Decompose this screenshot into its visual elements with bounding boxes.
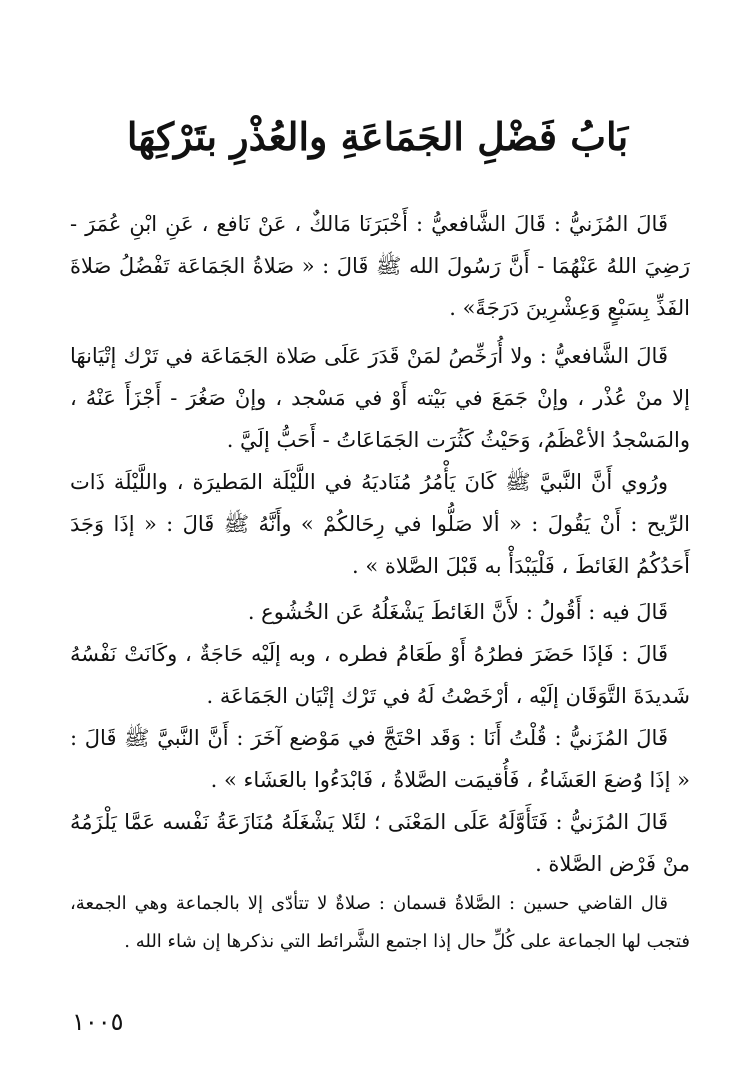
paragraph-5 [70, 633, 690, 717]
paragraph-text: ورُوي أَنَّ النَّبيَّ ﷺ كَانَ يَأْمُرُ مُنَاديَهُ في اللَّيْلَة المَطيرَة ، واللَّيْلَة ذَات الرِّيح : أَنْ يَقُولَ : « ألا صَلُّوا في رِحَالكُمْ » وأَنَّهُ ﷺ قَالَ : « إذَا وَجَدَ أَحَدُكُمُ الغَائطَ ، فَلْيَبْدَأْ به قَبْلَ الصَّلاة » . [70, 470, 690, 578]
commentary-text: قال القاضي حسين : الصَّلاةُ قسمان : صلاةٌ لا تتأدّى إلا بالجماعة وهي الجمعة، فتجب لها الجماعة على كُلِّ حال إذا اجتمع الشَّرائط التي نذكرها إن شاء الله . [70, 893, 690, 952]
paragraph-text: قَالَ المُزَنيُّ : قَالَ الشَّافعيُّ : أَخْبَرَنَا مَالكٌ ، عَنْ نَافع ، عَنِ ابْنِ عُمَرَ - رَضِيَ اللهُ عَنْهُمَا - أَنَّ رَسُولَ الله ﷺ قَالَ : « صَلاةُ الجَمَاعَة تَفْضُلُ صَلاةَ الفَذِّ بِسَبْعٍ وَعِشْرِينَ دَرَجَةً» . [70, 212, 690, 320]
paragraph-text: قَالَ المُزَنيُّ : قُلْتُ أَنَا : وَقَد احْتَجَّ في مَوْضع آخَرَ : أَنَّ النَّبيَّ ﷺ قَالَ : « إذَا وُضعَ العَشَاءُ ، فَأُقيمَت الصَّلاةُ ، فَابْدَءُوا بالعَشَاء » . [70, 726, 690, 792]
paragraph-1 [70, 203, 690, 329]
page-number: ١٠٠٥ [72, 1008, 124, 1036]
paragraph-text: قَالَ الشَّافعيُّ : ولا أُرَخِّصُ لمَنْ قَدَرَ عَلَى صَلاة الجَمَاعَة في تَرْك إتْيَانهَا إلا منْ عُذْر ، وإنْ جَمَعَ في بَيْته أَوْ في مَسْجد ، وإنْ صَغُرَ - أَجْزَأَ عَنْهُ ، والمَسْجدُ الأعْظَمُ، وَحَيْثُ كَثُرَت الجَمَاعَاتُ - أَحَبُّ إلَيَّ . [70, 344, 690, 452]
commentary-paragraph [70, 885, 690, 961]
paragraph-4 [70, 591, 690, 633]
paragraph-3 [70, 461, 690, 587]
paragraph-text: قَالَ المُزَنيُّ : فَتَأَوَّلَهُ عَلَى المَعْنَى ؛ لئَلا يَشْغَلَهُ مُنَازَعَةُ نَفْسه عَمَّا يَلْزَمُهُ منْ فَرْض الصَّلاة . [70, 810, 690, 876]
paragraph-text: قَالَ : فَإذَا حَضَرَ فطرُهُ أَوْ طَعَامُ فطره ، وبه إلَيْه حَاجَةٌ ، وكَانَتْ نَفْسُهُ شَديدَةَ التَّوَقَان إلَيْه ، أرْخَصْتُ لَهُ في تَرْك إتْيَان الجَمَاعَة . [70, 642, 690, 708]
paragraph-6 [70, 717, 690, 801]
paragraph-text: قَالَ فيه : أَقُولُ : لأَنَّ الغَائطَ يَشْغَلُهُ عَن الخُشُوع . [247, 600, 668, 624]
page-title: بَابُ فَضْلِ الجَمَاعَةِ والعُذْرِ بتَرْكِهَا [126, 114, 629, 159]
paragraph-7 [70, 801, 690, 885]
paragraph-2 [70, 335, 690, 461]
